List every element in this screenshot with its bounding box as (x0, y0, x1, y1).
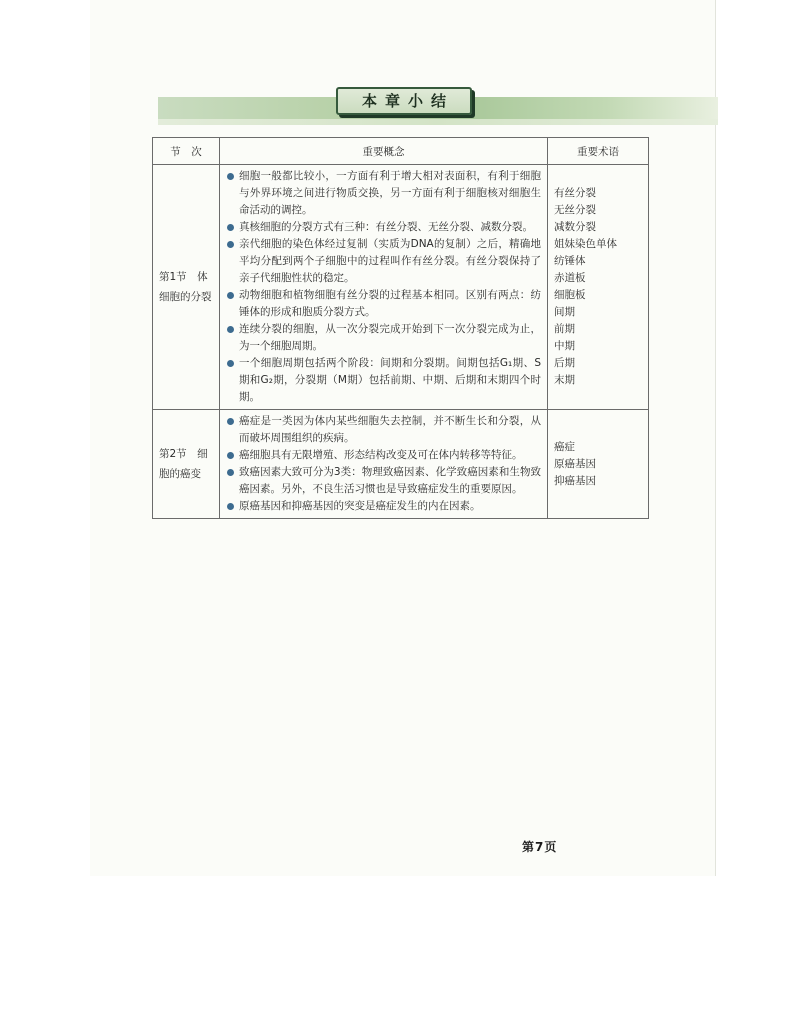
bullet-icon (227, 326, 234, 333)
concepts-cell (220, 410, 548, 519)
bullet-icon (227, 241, 234, 248)
page-sheet (90, 0, 715, 876)
bullet-icon (227, 452, 234, 459)
terms-cell (548, 410, 649, 519)
term-list (554, 185, 642, 389)
term-item: 姐妹染色单体 (554, 238, 617, 250)
list-item (226, 236, 541, 287)
concept-text: 动物细胞和植物细胞有丝分裂的过程基本相同。区别有两点：纺锤体的形成和胞质分裂方式。 (239, 289, 541, 318)
concept-text: 致癌因素大致可分为3类：物理致癌因素、化学致癌因素和生物致癌因素。另外，不良生活习惯也是导致癌症发生的重要原因。 (239, 466, 541, 495)
term-item: 前期 (554, 323, 575, 335)
concept-text: 细胞一般都比较小，一方面有利于增大相对表面积，有利于细胞与外界环境之间进行物质交换，另一方面有利于细胞核对细胞生命活动的调控。 (239, 170, 541, 216)
header-terms: 重要术语 (548, 138, 649, 165)
section-name: 第2节 细胞的癌变 (153, 410, 220, 519)
list-item (226, 498, 541, 515)
bullet-icon (227, 418, 234, 425)
concept-list (226, 168, 541, 406)
term-item: 减数分裂 (554, 221, 596, 233)
list-item (226, 447, 541, 464)
list-item (226, 355, 541, 406)
list-item (226, 321, 541, 355)
summary-table (152, 137, 649, 519)
term-list (554, 439, 642, 490)
term-item: 无丝分裂 (554, 204, 596, 216)
bullet-icon (227, 173, 234, 180)
table-header-row (153, 138, 649, 165)
list-item (226, 413, 541, 447)
list-item (226, 168, 541, 219)
term-item: 间期 (554, 306, 575, 318)
term-item: 细胞板 (554, 289, 586, 301)
concept-text: 癌症是一类因为体内某些细胞失去控制，并不断生长和分裂，从而破坏周围组织的疾病。 (239, 415, 541, 444)
concepts-cell (220, 165, 548, 410)
term-item: 有丝分裂 (554, 187, 596, 199)
term-item: 后期 (554, 357, 575, 369)
header-section: 节 次 (153, 138, 220, 165)
list-item (226, 287, 541, 321)
concept-list (226, 413, 541, 515)
concept-text: 一个细胞周期包括两个阶段：间期和分裂期。间期包括G₁期、S期和G₂期，分裂期（M期）包括前期、中期、后期和末期四个时期。 (239, 357, 541, 403)
terms-cell (548, 165, 649, 410)
list-item (226, 219, 541, 236)
bullet-icon (227, 503, 234, 510)
bullet-icon (227, 224, 234, 231)
term-item: 中期 (554, 340, 575, 352)
term-item: 纺锤体 (554, 255, 586, 267)
term-item: 癌症 (554, 440, 575, 453)
list-item (226, 464, 541, 498)
term-item: 末期 (554, 374, 575, 386)
bullet-icon (227, 292, 234, 299)
chapter-summary-title: 本章小结 (336, 87, 472, 115)
concept-text: 亲代细胞的染色体经过复制（实质为DNA的复制）之后，精确地平均分配到两个子细胞中的过程叫作有丝分裂。有丝分裂保持了亲子代细胞性状的稳定。 (239, 238, 541, 284)
bullet-icon (227, 360, 234, 367)
concept-text: 原癌基因和抑癌基因的突变是癌症发生的内在因素。 (239, 500, 481, 512)
term-item: 原癌基因 (554, 457, 596, 470)
concept-text: 癌细胞具有无限增殖、形态结构改变及可在体内转移等特征。 (239, 449, 523, 461)
concept-text: 连续分裂的细胞，从一次分裂完成开始到下一次分裂完成为止，为一个细胞周期。 (239, 323, 541, 352)
page-number: 第7页 (522, 840, 558, 854)
table-row (153, 410, 649, 519)
header-concepts: 重要概念 (220, 138, 548, 165)
section-name: 第1节 体细胞的分裂 (153, 165, 220, 410)
table-row (153, 165, 649, 410)
term-item: 抑癌基因 (554, 474, 596, 487)
bullet-icon (227, 469, 234, 476)
concept-text: 真核细胞的分裂方式有三种：有丝分裂、无丝分裂、减数分裂。 (239, 221, 533, 233)
term-item: 赤道板 (554, 272, 586, 284)
